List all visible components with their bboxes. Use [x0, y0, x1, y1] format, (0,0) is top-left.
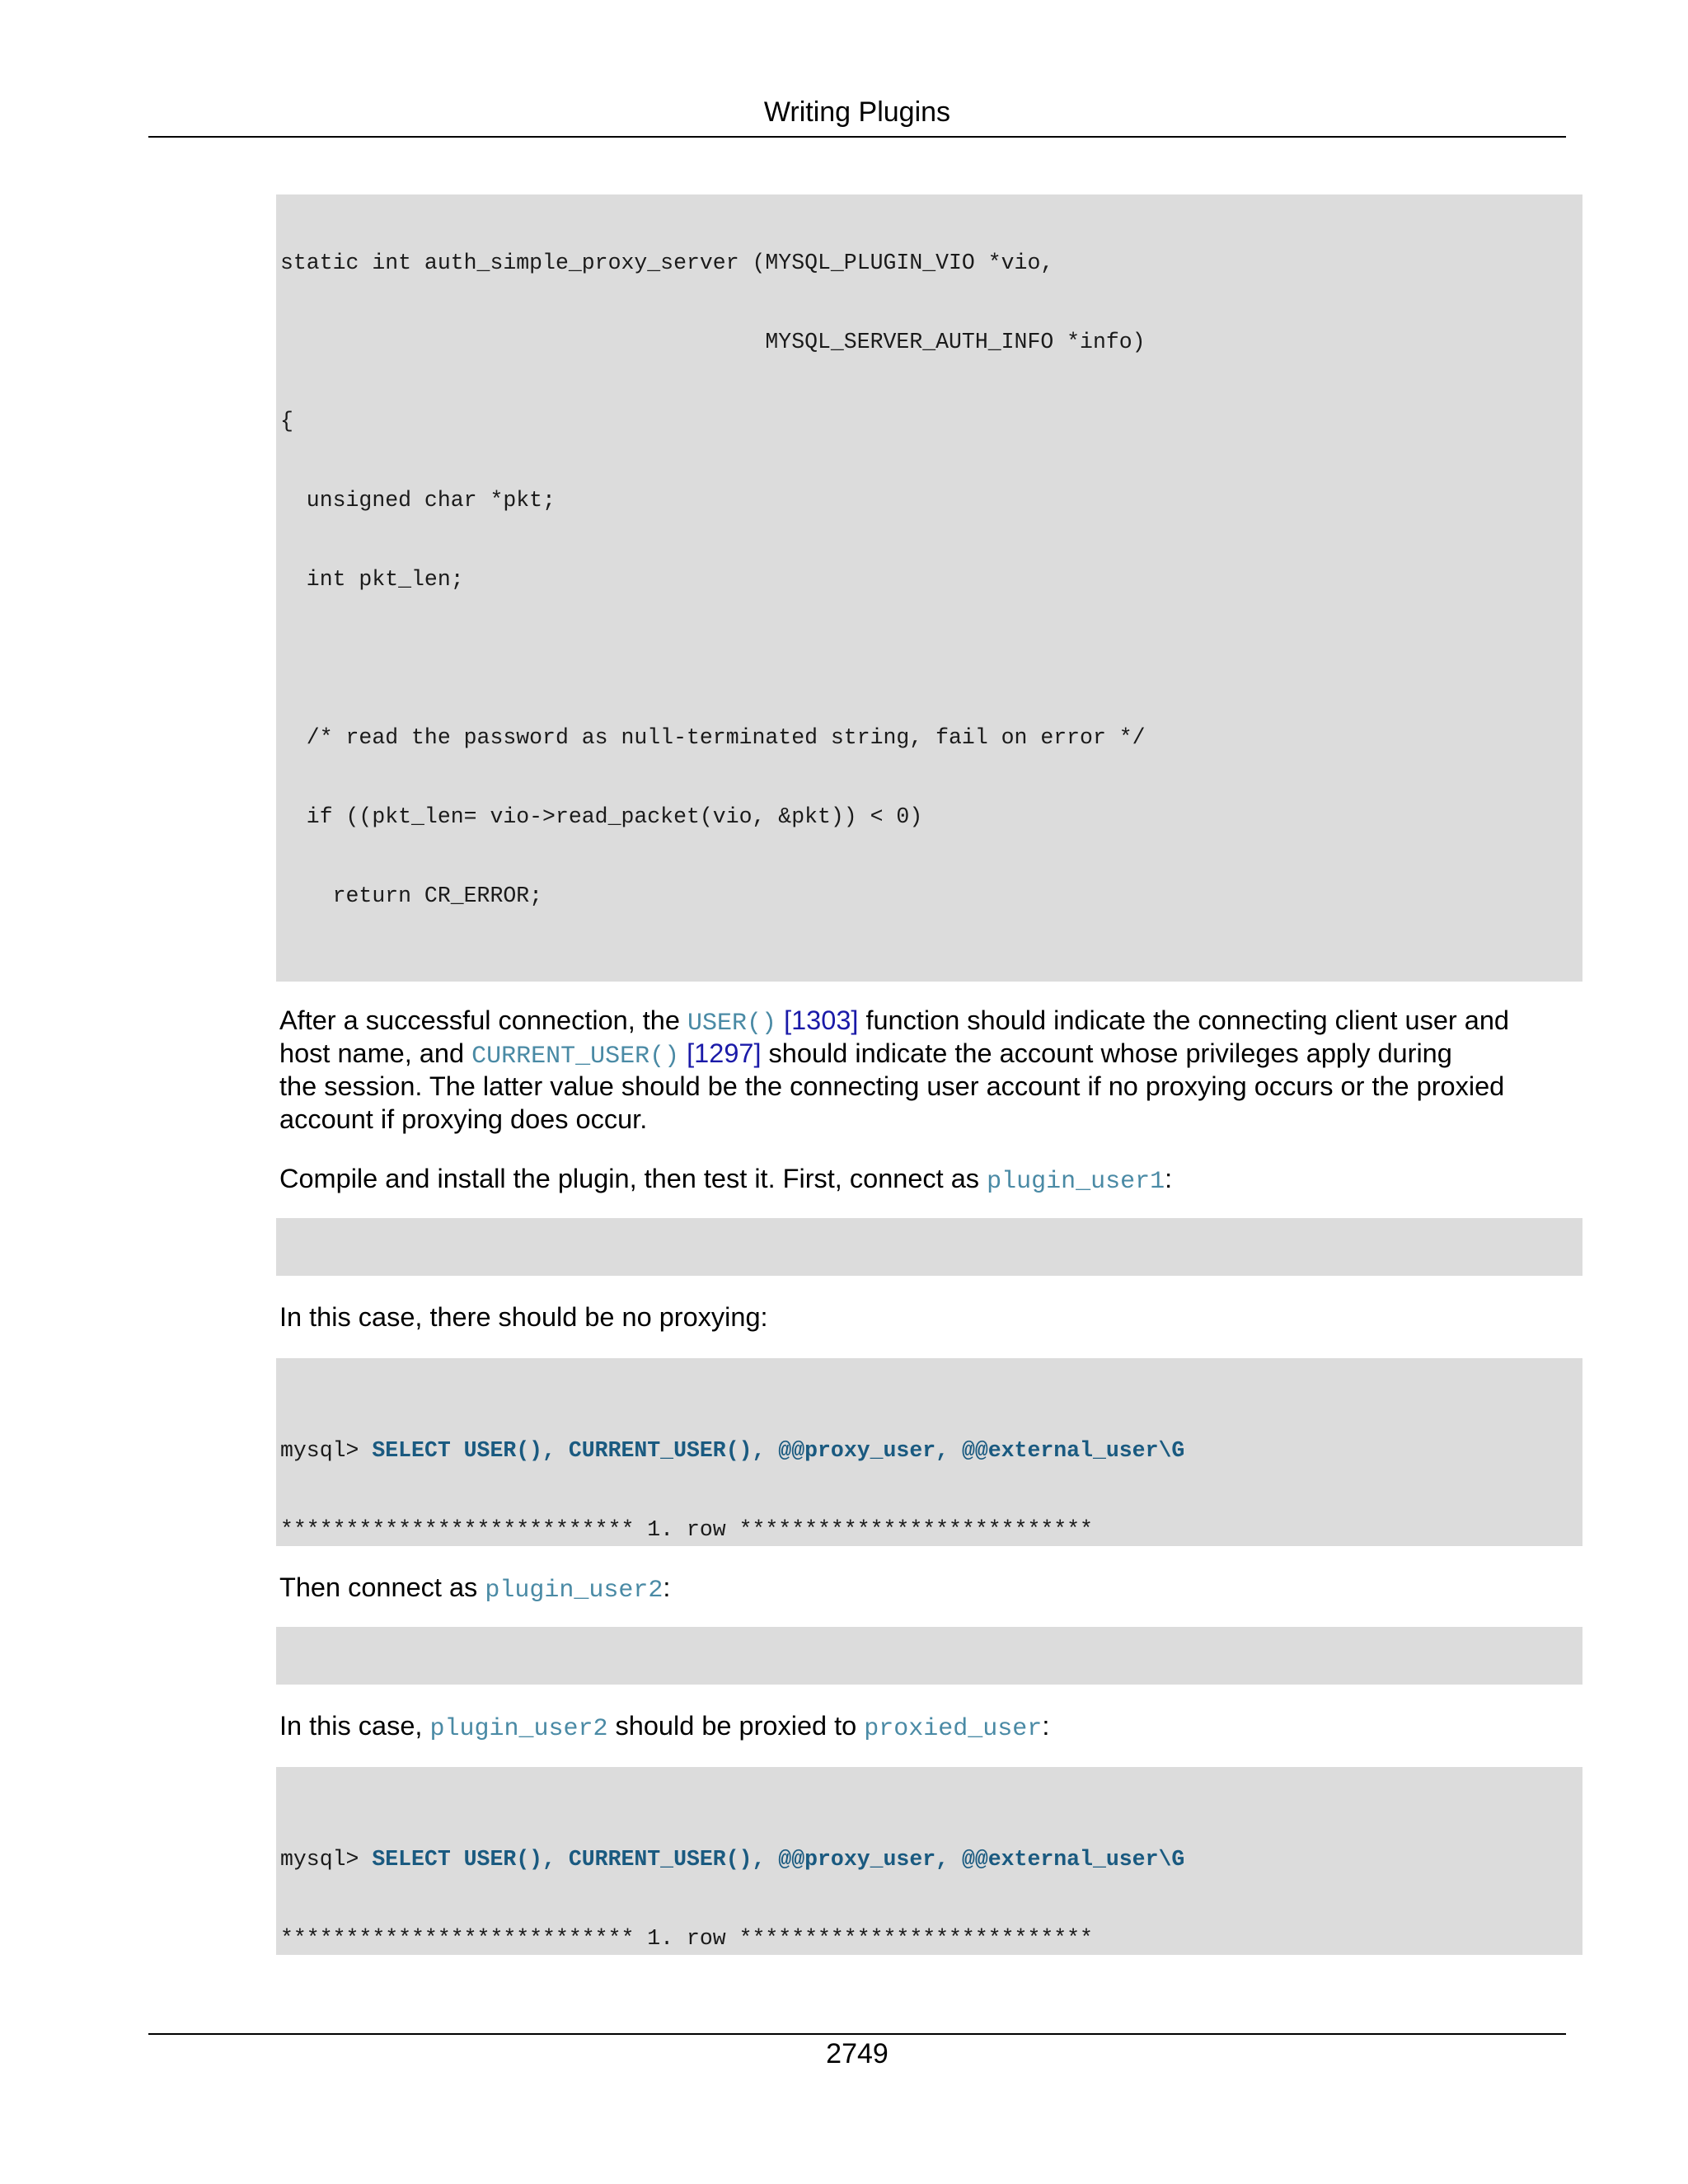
code-line: if ((pkt_len= vio->read_packet(vio, &pkt)) < 0) — [280, 804, 923, 829]
paragraph-line — [279, 1571, 1590, 1604]
inline-code-user-function: USER() — [687, 1010, 777, 1038]
code-line — [280, 1437, 1582, 1464]
code-line: static int auth_simple_proxy_server (MYSQL_PLUGIN_VIO *vio, — [280, 251, 1054, 275]
paragraph-line — [279, 1709, 1590, 1742]
text-span: After a successful connection, the — [279, 1005, 687, 1035]
inline-code-username: plugin_user2 — [429, 1715, 608, 1743]
text-span — [679, 1038, 687, 1068]
code-line: /* read the password as null-terminated string, fail on error */ — [280, 725, 1146, 750]
paragraph-line — [279, 1037, 1590, 1070]
code-line: int pkt_len; — [280, 567, 464, 592]
inline-code-username: plugin_user2 — [485, 1577, 663, 1605]
paragraph-line: account if proxying does occur. — [279, 1104, 648, 1134]
code-line — [280, 645, 1582, 672]
header-divider — [148, 136, 1566, 138]
text-span — [776, 1005, 784, 1035]
code-line: MYSQL_SERVER_AUTH_INFO *info) — [280, 330, 1146, 354]
text-span: host name, and — [279, 1038, 472, 1068]
paragraph-connect-user2 — [279, 1571, 1590, 1604]
paragraph-line — [279, 1162, 1590, 1195]
paragraph-user-functions — [279, 1004, 1590, 1136]
paragraph-no-proxying — [279, 1301, 1590, 1333]
page-header-title: Writing Plugins — [763, 96, 951, 128]
inline-code-current-user-function: CURRENT_USER() — [471, 1043, 680, 1071]
sql-command: SELECT USER(), CURRENT_USER(), @@proxy_user, @@external_user\G — [372, 1847, 1185, 1872]
text-span: : — [1165, 1164, 1173, 1193]
code-line: return CR_ERROR; — [280, 883, 543, 908]
text-span: function should indicate the connecting client user and — [858, 1005, 1509, 1035]
text-span: Compile and install the plugin, then test it. First, connect as — [279, 1164, 987, 1193]
code-line: unsigned char *pkt; — [280, 488, 556, 513]
inline-code-username: plugin_user1 — [987, 1168, 1165, 1196]
code-block-mysql-query-user2 — [276, 1767, 1582, 1955]
text-span: should indicate the account whose privileges apply during — [761, 1038, 1452, 1068]
code-line: *************************** 1. row *************************** — [280, 1517, 1093, 1542]
paragraph-line: In this case, there should be no proxying: — [279, 1302, 768, 1332]
code-line: *************************** 1. row *************************** — [280, 1926, 1093, 1951]
code-block-shell-connect-user1 — [276, 1218, 1582, 1276]
mysql-prompt: mysql> — [280, 1847, 373, 1872]
cross-reference-link[interactable]: [1303] — [784, 1005, 859, 1035]
text-span: should be proxied to — [607, 1711, 865, 1741]
sql-command: SELECT USER(), CURRENT_USER(), @@proxy_user, @@external_user\G — [372, 1438, 1185, 1463]
code-block-shell-connect-user2 — [276, 1627, 1582, 1685]
text-span: : — [663, 1572, 671, 1602]
paragraph-compile-install — [279, 1162, 1590, 1195]
cross-reference-link[interactable]: [1297] — [687, 1038, 762, 1068]
paragraph-line — [279, 1004, 1590, 1037]
code-line: { — [280, 409, 293, 434]
text-span: In this case, — [279, 1711, 430, 1741]
code-block-mysql-query-user1 — [276, 1358, 1582, 1546]
paragraph-line: the session. The latter value should be the connecting user account if no proxying occurs or the proxied — [279, 1071, 1505, 1101]
inline-code-username: proxied_user — [864, 1715, 1043, 1743]
text-span: : — [1042, 1711, 1050, 1741]
text-span: Then connect as — [279, 1572, 485, 1602]
mysql-prompt: mysql> — [280, 1438, 373, 1463]
code-line — [280, 962, 1582, 982]
code-block-auth-function — [276, 194, 1582, 982]
page-number: 2749 — [826, 2038, 889, 2069]
paragraph-proxied-user — [279, 1709, 1590, 1742]
code-line — [280, 1846, 1582, 1872]
